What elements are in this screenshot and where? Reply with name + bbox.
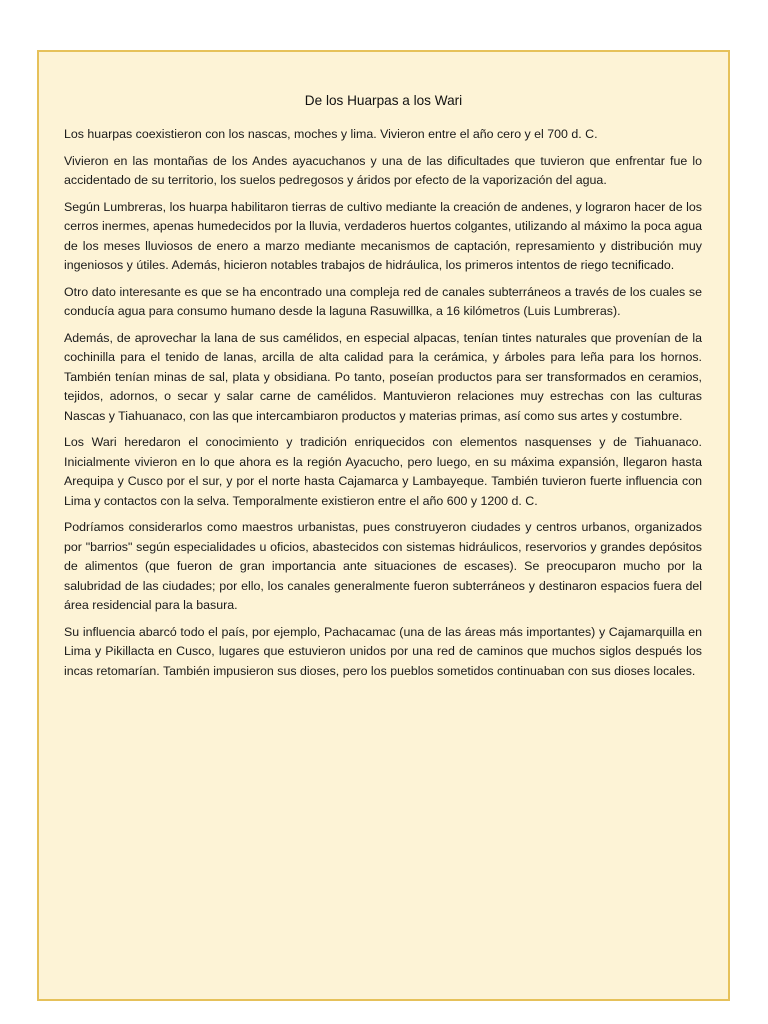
document-body xyxy=(64,125,702,688)
paragraph-6: Los Wari heredaron el conocimiento y tradición enriquecidos con elementos nasquenses y de Tiahuanaco. Inicialmente vivieron en lo que ahora es la región Ayacucho, pero luego, en su máxima expansión, llegaron hasta Arequipa y Cusco por el sur, y por el norte hasta Cajamarca y Lambayeque. También tuvieron fuerte influencia con Lima y contactos con la selva. Temporalmente existieron entre el año 600 y 1200 d. C. xyxy=(64,435,702,508)
paragraph-7: Podríamos considerarlos como maestros urbanistas, pues construyeron ciudades y centros urbanos, organizados por "barrios" según especialidades u oficios, abastecidos con sistemas hidráulicos, reservorios y grandes depósitos de alimentos (que fueron de gran importancia ante situaciones de escases). Se preocuparon mucho por la salubridad de las ciudades; por ello, los canales generalmente fueron subterráneos y destinaron espacios fuera del área residencial para la basura. xyxy=(64,520,702,612)
document-frame xyxy=(37,50,730,1001)
paragraph-3: Según Lumbreras, los huarpa habilitaron tierras de cultivo mediante la creación de andenes, y lograron hacer de los cerros inermes, apenas humedecidos por la lluvia, verdaderos huertos colgantes, utilizando al máximo la poca agua de los meses lluviosos de enero a marzo mediante mecanismos de captación, represamiento y distribución muy ingeniosos y útiles. Además, hicieron notables trabajos de hidráulica, los primeros intentos de riego tecnificado. xyxy=(64,199,702,272)
paragraph-8: Su influencia abarcó todo el país, por ejemplo, Pachacamac (una de las áreas más importantes) y Cajamarquilla en Lima y Pikillacta en Cusco, lugares que estuvieron unidos por una red de caminos que muchos siglos después los incas retomarían. También impusieron sus dioses, pero los pueblos sometidos continuaban con sus dioses locales. xyxy=(64,624,702,678)
paragraph-1: Los huarpas coexistieron con los nascas, moches y lima. Vivieron entre el año cero y el 700 d. C. xyxy=(64,127,598,141)
document-title: De los Huarpas a los Wari xyxy=(304,93,463,108)
paragraph-4: Otro dato interesante es que se ha encontrado una compleja red de canales subterráneos a través de los cuales se conducía agua para consumo humano desde la laguna Rasuwillka, a 16 kilómetros (Luis Lumbreras). xyxy=(64,284,702,318)
paragraph-2: Vivieron en las montañas de los Andes ayacuchanos y una de las dificultades que tuvieron que enfrentar fue lo accidentado de su territorio, los suelos pedregosos y áridos por efecto de la vaporización del agua. xyxy=(64,153,702,187)
paragraph-5: Además, de aprovechar la lana de sus camélidos, en especial alpacas, tenían tintes naturales que provenían de la cochinilla para el tenido de lanas, arcilla de alta calidad para la cerámica, y árboles para leña para los hornos. También tenían minas de sal, plata y obsidiana. Po tanto, poseían productos para ser transformados en ceramios, tejidos, adornos, o secar y salar carne de camélidos. Mantuvieron relaciones muy estrechas con las culturas Nascas y Tiahuanaco, con las que intercambiaron productos y materias primas, así como sus artes y costumbre. xyxy=(64,330,702,423)
